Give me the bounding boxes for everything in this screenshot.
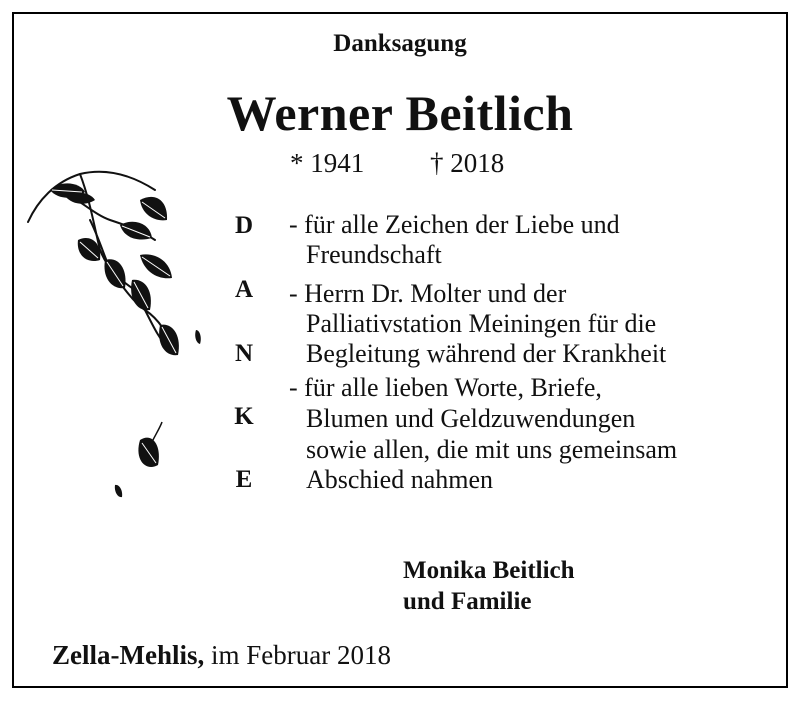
thanks-line: - für alle Zeichen der Liebe und — [289, 210, 620, 239]
acrostic-letter-a: A — [234, 276, 254, 303]
thanks-line: sowie allen, die mit uns gemeinsam — [306, 435, 678, 464]
birch-branch-icon — [20, 160, 210, 510]
date-text: im Februar 2018 — [210, 640, 391, 670]
thanks-line: Freundschaft — [306, 240, 442, 269]
signature-name: Monika Beitlich — [403, 557, 575, 584]
thanks-line: Blumen und Geldzuwendungen — [306, 404, 636, 433]
acrostic-letter-d: D — [234, 212, 254, 239]
acrostic-letter-e: E — [235, 466, 253, 493]
thanks-line: Palliativstation Meiningen für die — [306, 309, 657, 338]
notice-heading: Danksagung — [333, 30, 467, 57]
death-year: † 2018 — [430, 148, 505, 178]
acrostic-letter-k: K — [234, 403, 254, 430]
birth-year: * 1941 — [290, 148, 365, 178]
signature-family: und Familie — [403, 588, 532, 615]
place-date — [52, 640, 391, 671]
thanks-line: - für alle lieben Worte, Briefe, — [289, 373, 602, 402]
thanks-line: Abschied nahmen — [306, 465, 494, 494]
acrostic-letter-n: N — [234, 340, 254, 367]
deceased-name: Werner Beitlich — [226, 85, 574, 141]
thanks-line: Begleitung während der Krankheit — [306, 339, 667, 368]
place-name: Zella-Mehlis, — [52, 640, 205, 670]
thanks-line: - Herrn Dr. Molter und der — [289, 279, 567, 308]
